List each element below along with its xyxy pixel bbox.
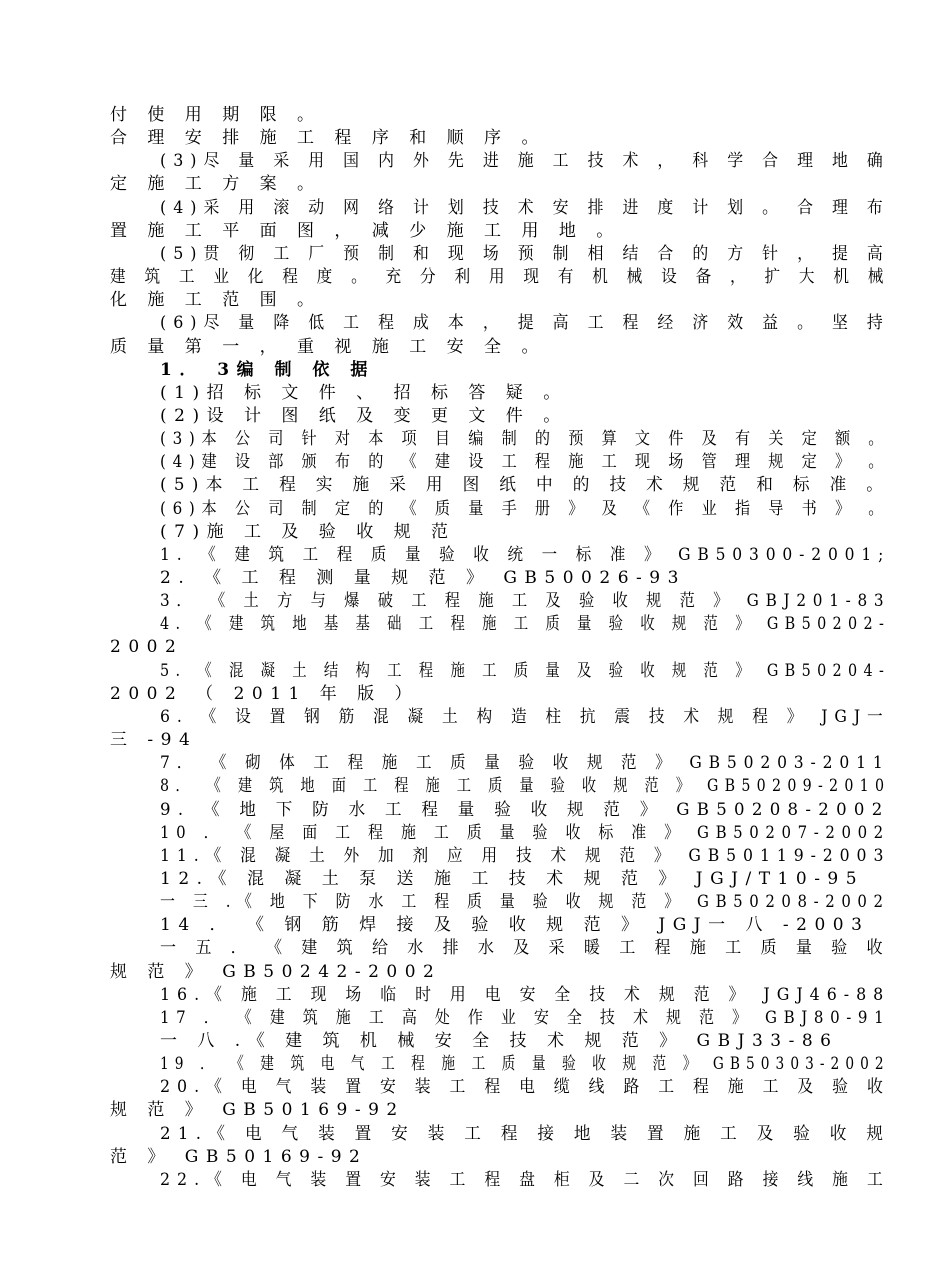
text-line: (6)本 公 司 制 定 的 《 质 量 手 册 》 及 《 作 业 指 导 书 》 。	[160, 498, 891, 519]
text-line: (6)尽 量 降 低 工 程 成 本 ， 提 高 工 程 经 济 效 益 。 坚 持	[160, 313, 890, 334]
text-line: 规 范 》 GB50242-2002	[110, 961, 442, 982]
text-line: 3． 《 土 方 与 爆 破 工 程 施 工 及 验 收 规 范 》 GBJ201-83	[160, 591, 891, 612]
text-line: 4. 《 建 筑 地 基 基 础 工 程 施 工 质 量 验 收 规 范 》 GB50202-	[160, 614, 891, 635]
text-line: 20.《 电 气 装 置 安 装 工 程 电 缆 线 路 工 程 施 工 及 验 收	[160, 1077, 890, 1098]
text-line: 6. 《 设 置 钢 筋 混 凝 土 构 造 柱 抗 震 技 术 规 程 》 JGJ一	[160, 706, 890, 727]
text-line: 22.《 电 气 装 置 安 装 工 程 盘 柜 及 二 次 回 路 接 线 施 工	[160, 1169, 890, 1190]
text-line: (5)本 工 程 实 施 采 用 图 纸 中 的 技 术 规 范 和 标 准 。	[160, 475, 891, 496]
text-line: (4)采 用 滚 动 网 络 计 划 技 术 安 排 进 度 计 划 。 合 理 布	[160, 197, 890, 218]
text-line: 8． 《 建 筑 地 面 工 程 施 工 质 量 验 收 规 范 》 GB50209-2010	[160, 776, 891, 797]
text-line: 一 五 ． 《 建 筑 给 水 排 水 及 采 暖 工 程 施 工 质 量 验 收	[160, 938, 890, 959]
text-line: 置 施 工 平 面 图 ， 减 少 施 工 用 地 。	[110, 220, 621, 241]
text-line: (1)招 标 文 件 、 招 标 答 疑 。	[160, 382, 568, 403]
text-line: 5. 《 混 凝 土 结 构 工 程 施 工 质 量 及 验 收 规 范 》 GB50204-	[160, 660, 891, 681]
text-line: 10 ． 《 屋 面 工 程 施 工 质 量 验 收 标 准 》 GB50207-2002	[160, 822, 890, 843]
text-line: 三 -94	[110, 730, 198, 751]
text-line: 一 八 .《 建 筑 机 械 安 全 技 术 规 范 》 GBJ33-86	[160, 1031, 839, 1051]
text-line: 21.《 电 气 装 置 安 装 工 程 接 地 装 置 施 工 及 验 收 规	[160, 1123, 891, 1144]
text-line: 范 》 GB50169-92	[110, 1146, 368, 1167]
text-line: 2002 （ 2011 年 版 ）	[110, 683, 420, 704]
text-line: 2. 《 工 程 测 量 规 范 》 GB50026-93	[160, 568, 686, 588]
text-line: 合 理 安 排 施 工 程 序 和 顺 序 。	[110, 128, 546, 149]
text-line: 付 使 用 期 限 。	[110, 105, 322, 125]
text-line: 11.《 混 凝 土 外 加 剂 应 用 技 术 规 范 》 GB50119-2003	[160, 845, 891, 866]
text-line: (3)尽 量 采 用 国 内 外 先 进 施 工 技 术 ， 科 学 合 理 地 确	[160, 151, 890, 172]
text-line: (7)施 工 及 验 收 规 范	[160, 521, 456, 542]
text-line: 19 ． 《 建 筑 电 气 工 程 施 工 质 量 验 收 规 范 》 GB50303-2002	[160, 1054, 890, 1075]
text-line: 2002	[110, 637, 184, 658]
section-heading: 1． 3编 制 依 据	[160, 359, 375, 380]
text-line: 一 三 .《 地 下 防 水 工 程 质 量 验 收 规 范 》 GB50208-2002	[160, 892, 890, 913]
text-line: (4)建 设 部 颁 布 的 《 建 设 工 程 施 工 现 场 管 理 规 定 》 。	[160, 452, 891, 473]
text-line: 14 ． 《 钢 筋 焊 接 及 验 收 规 范 》 JGJ一 八 -2003	[160, 915, 870, 936]
text-line: 定 施 工 方 案 。	[110, 174, 322, 195]
text-line: 16.《 施 工 现 场 临 时 用 电 安 全 技 术 规 范 》 JGJ46-88	[160, 984, 891, 1005]
text-line: 7． 《 砌 体 工 程 施 工 质 量 验 收 规 范 》 GB50203-2011	[160, 753, 890, 774]
text-line: 12.《 混 凝 土 泵 送 施 工 技 术 规 范 》 JGJ/T10-95	[160, 868, 865, 889]
text-line: (3)本 公 司 针 对 本 项 目 编 制 的 预 算 文 件 及 有 关 定 额 。	[160, 429, 891, 450]
text-line: 化 施 工 范 围 。	[110, 290, 322, 311]
text-line: (2)设 计 图 纸 及 变 更 文 件 。	[160, 405, 568, 426]
text-line: 9. 《 地 下 防 水 工 程 量 验 收 规 范 》 GB50208-2002	[160, 799, 890, 820]
text-line: 质 量 第 一 ， 重 视 施 工 安 全 。	[110, 336, 546, 357]
text-line: (5)贯 彻 工 厂 预 制 和 现 场 预 制 相 结 合 的 方 针 ， 提 高	[160, 243, 890, 264]
text-line: 建 筑 工 业 化 程 度 。 充 分 利 用 现 有 机 械 设 备 ， 扩 大 机 械	[110, 267, 891, 288]
text-line: 规 范 》 GB50169-92	[110, 1100, 405, 1121]
text-line: 1. 《 建 筑 工 程 质 量 验 收 统 一 标 准 》 GB50300-2001;	[160, 544, 891, 565]
text-line: 17 ． 《 建 筑 施 工 高 处 作 业 安 全 技 术 规 范 》 GBJ80-91	[160, 1007, 891, 1028]
